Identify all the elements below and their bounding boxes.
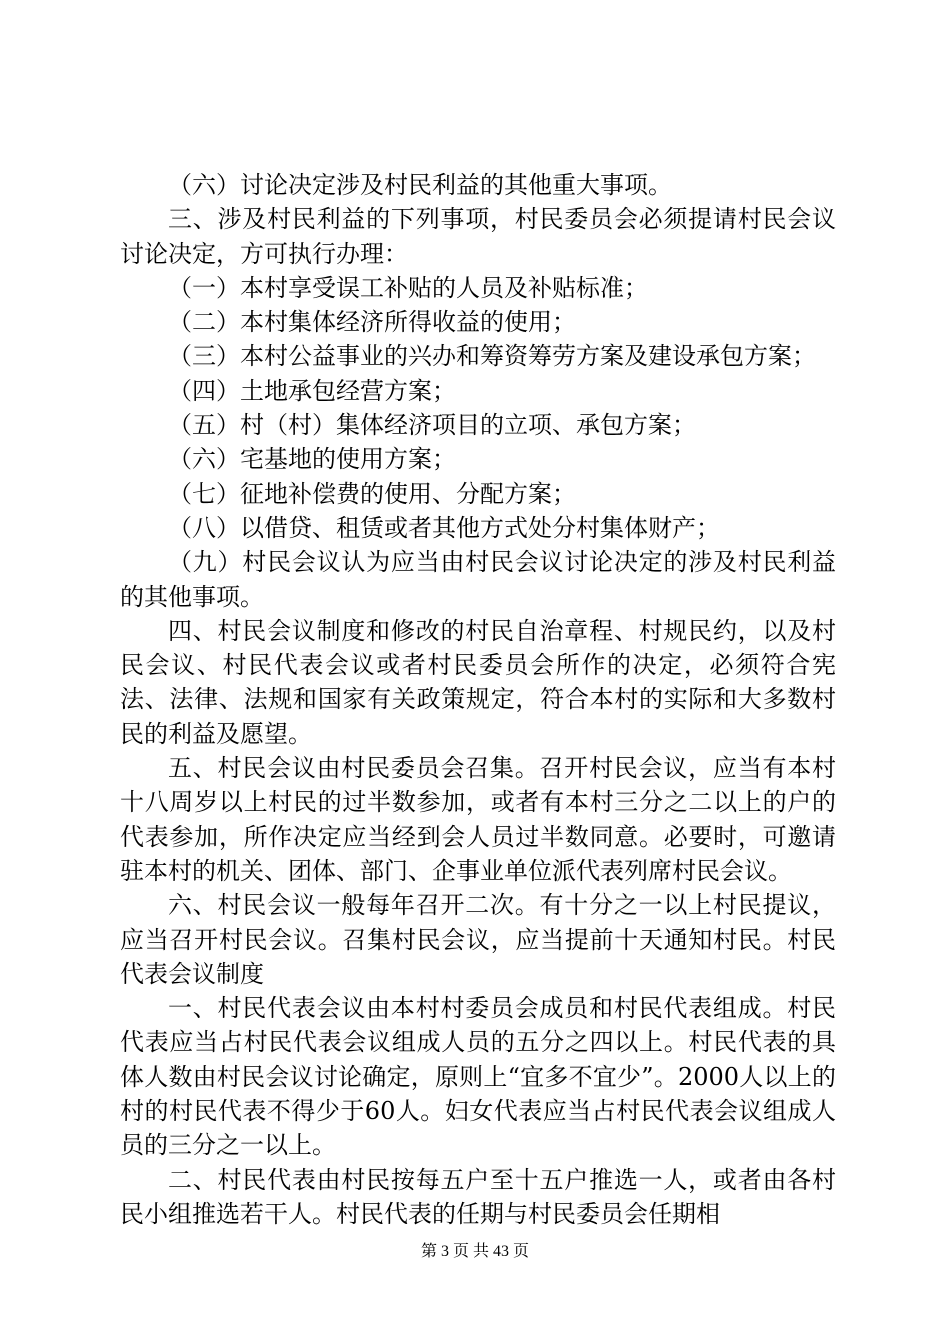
paragraph: （二）本村集体经济所得收益的使用； — [168, 308, 576, 337]
paragraph: 六、村民会议一般每年召开二次。有十分之一以上村民提议，应当召开村民会议。召集村民会议，应当提前十天通知村民。村民代表会议制度 — [120, 891, 836, 988]
paragraph: （五）村（村）集体经济项目的立项、承包方案； — [168, 411, 696, 440]
paragraph: 一、村民代表会议由本村村委员会成员和村民代表组成。村民代表应当占村民代表会议组成人员的五分之四以上。村民代表的具体人数由村民会议讨论确定，原则上“宜多不宜少”。2000人以上的村的村民代表不得少于60人。妇女代表应当占村民代表会议组成人员的三分之一以上。 — [120, 994, 836, 1160]
paragraph: （九）村民会议认为应当由村民会议讨论决定的涉及村民利益的其他事项。 — [120, 548, 836, 611]
paragraph: 二、村民代表由村民按每五户至十五户推选一人，或者由各村民小组推选若干人。村民代表的任期与村民委员会任期相 — [120, 1165, 836, 1228]
paragraph: 五、村民会议由村民委员会召集。召开村民会议，应当有本村十八周岁以上村民的过半数参加，或者有本村三分之二以上的户的代表参加，所作决定应当经到会人员过半数同意。必要时，可邀请驻本村的机关、团体、部门、企事业单位派代表列席村民会议。 — [120, 754, 836, 885]
paragraph: （一）本村享受误工补贴的人员及补贴标准； — [168, 273, 648, 302]
page-indicator: 第 3 页 共 43 页 — [420, 1243, 529, 1260]
paragraph: （八）以借贷、租赁或者其他方式处分村集体财产； — [168, 513, 720, 542]
paragraph: （六）宅基地的使用方案； — [168, 445, 456, 474]
paragraph: （三）本村公益事业的兴办和筹资筹劳方案及建设承包方案； — [168, 342, 816, 371]
paragraph: 四、村民会议制度和修改的村民自治章程、村规民约，以及村民会议、村民代表会议或者村民委员会所作的决定，必须符合宪法、法律、法规和国家有关政策规定，符合本村的实际和大多数村民的利益及愿望。 — [120, 616, 836, 748]
paragraph: 三、涉及村民利益的下列事项，村民委员会必须提请村民会议讨论决定，方可执行办理： — [120, 205, 836, 268]
document-body — [120, 168, 836, 1231]
paragraph: （四）土地承包经营方案； — [168, 376, 456, 405]
paragraph: （七）征地补偿费的使用、分配方案； — [168, 479, 576, 508]
page-footer — [0, 1241, 950, 1263]
paragraph: （六）讨论决定涉及村民利益的其他重大事项。 — [168, 171, 672, 199]
